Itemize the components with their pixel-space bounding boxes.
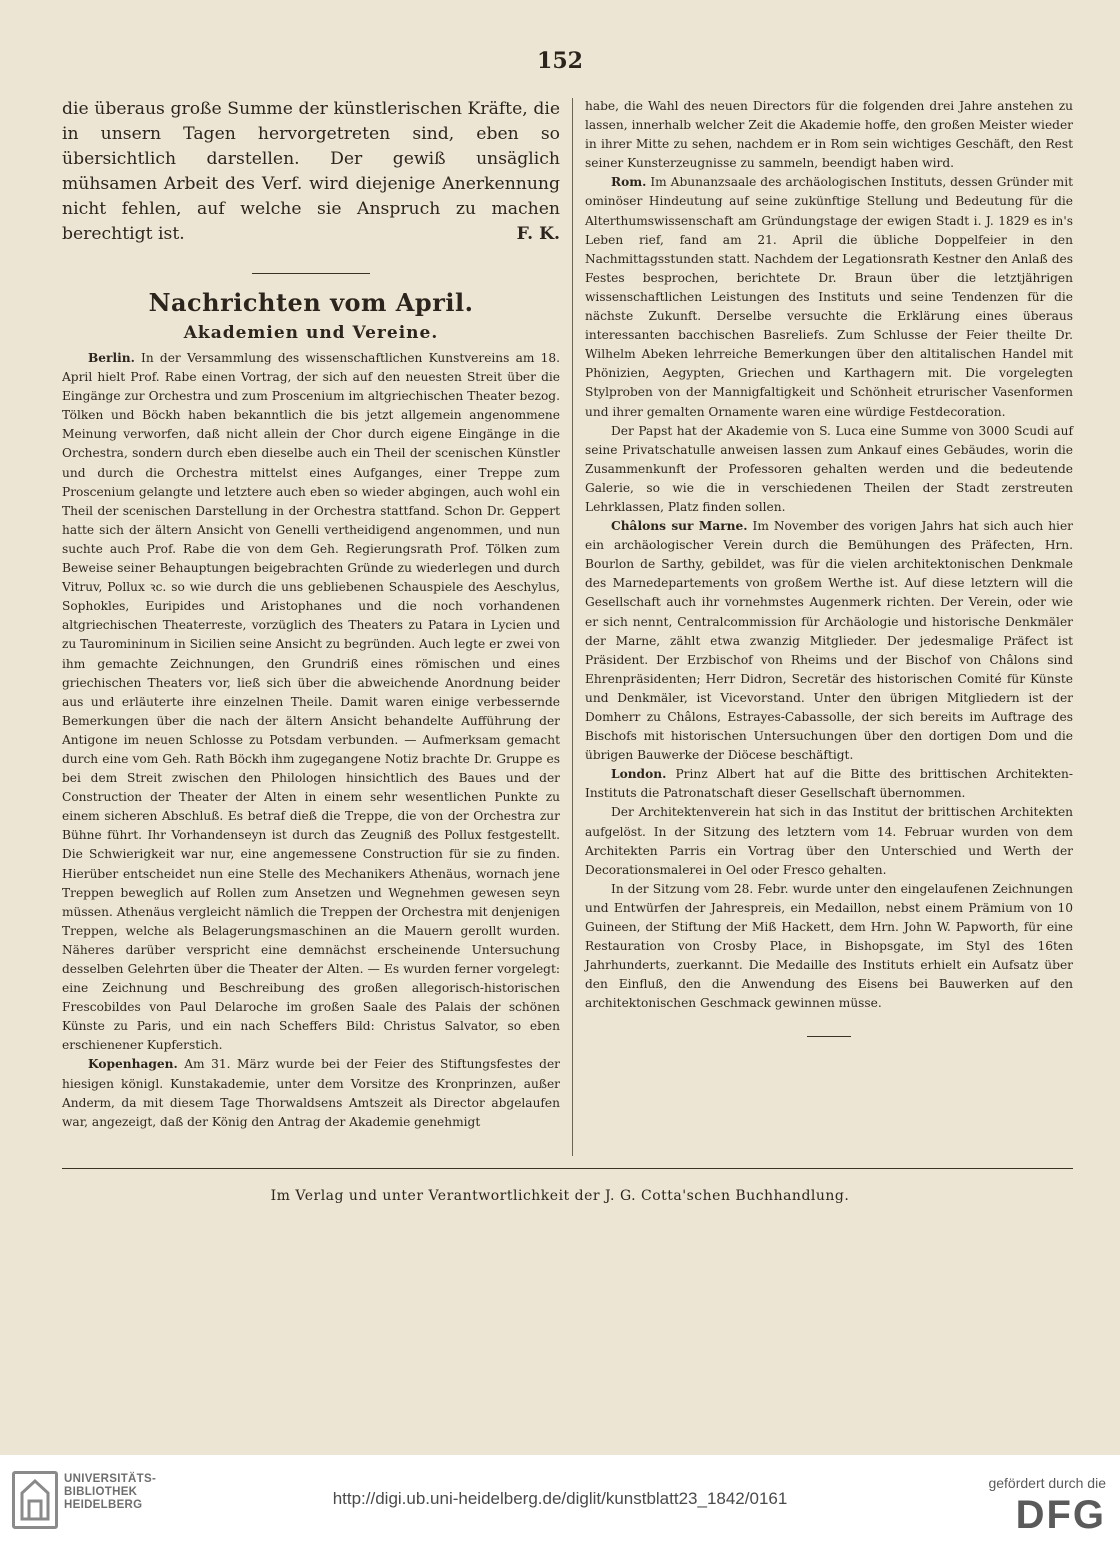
dfg-logo[interactable]: DFG bbox=[1015, 1493, 1106, 1537]
intro-paragraph bbox=[62, 97, 560, 247]
viewer-footer bbox=[0, 1455, 1120, 1547]
library-line-1: UNIVERSITÄTS- bbox=[64, 1473, 157, 1485]
section-rule bbox=[252, 273, 370, 274]
berlin-place: Berlin. bbox=[88, 351, 135, 365]
intro-signature: F. K. bbox=[516, 224, 560, 244]
berlin-paragraph bbox=[62, 349, 560, 1055]
sitzung-paragraph: In der Sitzung vom 28. Febr. wurde unter den eingelaufenen Zeichnungen und Entwürfen der Jahrespreis, ein Medaillon, nebst einem Prämium von 10 Guineen, der Stiftung der Miß Hackett, dem Hrn. John W. Papworth, für eine Restauration von Crosby Place, in Bishopsgate, im Styl des 16ten Jahrhunderts, zuerkannt. Die Medaille des Instituts erhielt ein Aufsatz über den Einfluß, den die Anwendung des Eisens bei Bauwerken auf den architektonischen Geschmack gewinnen müsse. bbox=[585, 881, 1073, 1011]
rom-place: Rom. bbox=[611, 175, 647, 190]
imprint-rule bbox=[62, 1168, 1073, 1169]
london-place: London. bbox=[611, 767, 667, 782]
chalons-text: Im November des vorigen Jahrs hat sich auch hier ein archäologischer Verein durch die Bemühungen des Präfecten, Hrn. Bourlon de Sarthy, gebildet, was für die vielen architektonischen Denkmale des Marnedepartements von großem Werthe ist. Auf diese letztern will die Gesellschaft auch ihr vornehmstes Augenmerk richten. Der Verein, oder wie er sich nennt, Centralcommission für Archäologie und historische Denkmäler der Marne, zählt etwa zwanzig Mitglieder. Der jedesmalige Präfect ist Präsident. Der Erzbischof von Rheims und der Bischof von Châlons sind Ehrenpräsidenten; Herr Didron, Secretär des historischen Comité für Künste und Denkmäler, ist Vicevorstand. Unter den übrigen Mitgliedern ist der Domherr zu Châlons, Estrayes-Cabassolle, der sich bereits im Auftrage des Bischofs mit historischen Untersuchungen über den dortigen Dom und die übrigen Bauwerke der Diöcese beschäftigt. bbox=[585, 519, 1073, 763]
library-line-2: BIBLIOTHEK bbox=[64, 1486, 138, 1498]
column-divider bbox=[572, 98, 573, 1156]
papst-paragraph: Der Papst hat der Akademie von S. Luca eine Summe von 3000 Scudi auf seine Privatschatulle anweisen lassen zum Ankauf eines Gebäudes, worin die Zusammenkunft der Professoren gehalten werden und die bedeutende Galerie, so wie die in verschiedenen Theilen der Stadt zerstreuten Lehrklassen, Platz finden sollen. bbox=[585, 423, 1073, 514]
kopenhagen-place: Kopenhagen. bbox=[88, 1057, 178, 1072]
continued-paragraph: habe, die Wahl des neuen Directors für die folgenden drei Jahre anstehen zu lassen, innerhalb welcher Zeit die Akademie hoffe, den großen Meister wieder in ihrer Mitte zu sehen, nachdem er in Rom sein wichtiges Geschäft, den Rest seiner Kunsterzeugnisse zu sammeln, beendigt haben wird. bbox=[585, 99, 1073, 171]
verein-paragraph: Der Architektenverein hat sich in das Institut der brittischen Architekten aufgelöst. In der Sitzung des letztern vom 14. Februar wurden von dem Architekten Parris ein Vortrag über den Unterschied und Werth der Decorationsmalerei in Oel oder Fresco gehalten. bbox=[585, 805, 1073, 877]
end-rule bbox=[807, 1036, 851, 1037]
imprint-line: Im Verlag und unter Verantwortlichkeit der J. G. Cotta'schen Buchhandlung. bbox=[270, 1188, 850, 1204]
section-heading: Nachrichten vom April. bbox=[148, 288, 474, 317]
right-column bbox=[585, 97, 1073, 1037]
chalons-place: Châlons sur Marne. bbox=[611, 519, 748, 534]
page-number: 152 bbox=[537, 48, 583, 74]
funded-by-label: gefördert durch die bbox=[988, 1475, 1106, 1491]
chalons-paragraph bbox=[585, 517, 1073, 765]
library-line-3: HEIDELBERG bbox=[64, 1499, 143, 1511]
london-paragraph bbox=[585, 765, 1073, 803]
london-text: Prinz Albert hat auf die Bitte des brittischen Architekten-Instituts die Patronatschaft dieser Gesellschaft übernommen. bbox=[585, 767, 1073, 801]
permalink-url[interactable]: http://digi.ub.uni-heidelberg.de/diglit/kunstblatt23_1842/0161 bbox=[332, 1489, 788, 1508]
section-subheading: Akademien und Vereine. bbox=[183, 323, 439, 343]
intro-text: die überaus große Summe der künstlerischen Kräfte, die in unsern Tagen hervorgetreten sind, eben so übersichtlich darstellen. Der gewiß unsäglich mühsamen Arbeit des Verf. wird diejenige Anerkennung nicht fehlen, auf welche sie Anspruch zu machen berechtigt ist. bbox=[62, 99, 560, 244]
kopenhagen-text: Am 31. März wurde bei der Feier des Stiftungsfestes der hiesigen königl. Kunstakademie, unter dem Vorsitze des Kronprinzen, außer Anderm, da mit diesem Tage Thorwaldsens Amtszeit als Director abgelaufen war, angezeigt, daß der König den Antrag der Akademie genehmigt bbox=[62, 1057, 561, 1129]
left-column bbox=[62, 97, 560, 1132]
kopenhagen-paragraph bbox=[62, 1055, 560, 1131]
rom-paragraph bbox=[585, 173, 1073, 421]
berlin-text: In der Versammlung des wissenschaftlichen Kunstvereins am 18. April hielt Prof. Rabe einen Vortrag, der sich auf den neuesten Streit über die Eingänge zur Orchestra und zum Proscenium im altgriechischen Theater bezog. Tölken und Böckh haben bekanntlich die bis jetzt allgemein angenommene Meinung verworfen, daß nicht allein der Chor durch eigene Eingänge in die Orchestra, sondern durch eben dieselbe auch ein Theil der scenischen Künstler und durch die Orchestra mittelst eines Aufganges, einer Treppe zum Proscenium gelangte und letztere auch eben so wieder abgingen, auch wohl ein Theil der scenischen Darstellung in der Orchestra stattfand. Schon Dr. Geppert hatte sich der ältern Ansicht von Genelli vertheidigend angenommen, und nun suchte auch Prof. Rabe die von dem Geh. Regierungsrath Prof. Tölken zum Beweise seiner Behauptungen beigebrachten Gründe zu wiederlegen und durch Vitruv, Pollux ꝛc. so wie durch die uns gebliebenen Schauspiele des Aeschylus, Sophokles, Euripides und Aristophanes und die noch vorhandenen altgriechischen Theaterreste, vorzüglich des Theaters zu Patara in Lycien und zu Tauromininum in Sicilien seine Ansicht zu begründen. Auch legte er zwei von ihm gemachte Zeichnungen, den Grundriß eines römischen und eines griechischen Theaters vor, ließ sich über die abweichende Anordnung beider aus und erläuterte ihre einzelnen Theile. Damit waren einige verbessernde Bemerkungen über die nach der ältern Ansicht behandelte Aufführung der Antigone im neuen Schlosse zu Potsdam verbunden. — Aufmerksam gemacht durch eine vom Geh. Rath Böckh ihm zugegangene Notiz brachte Dr. Gruppe es bei dem Streit zwischen den Philologen hinsichtlich des Baues und der Construction der Theater der Alten in einem sehr wesentlichen Punkte zu einem sicheren Abschluß. Es betraf dieß die Treppe, die von der Orchestra zur Bühne führt. Ihr Vorhandenseyn ist durch das Zeugniß des Pollux festgestellt. Die Schwierigkeit war nur, eine angemessene Construction für sie zu finden. Hierüber entscheidet nun eine Stelle des Mechanikers Athenäus, wornach jene Treppen beweglich auf Rollen zum Ansetzen und Wegnehmen gewesen seyn müssen. Athenäus vergleicht nämlich die Treppen der Orchestra mit denjenigen Treppen, welche als Belagerungsmaschinen an die Mauern gerollt wurden. Näheres darüber verspricht eine demnächst erscheinende Untersuchung desselben Gelehrten über die Theater der Alten. — Es wurden ferner vorgelegt: eine Zeichnung und Beschreibung des großen allegorisch-historischen Frescobildes von Paul Delaroche im großen Saale des Palais der schönen Künste zu Paris, und ein nach Scheffers Bild: Christus Salvator, so eben erschienener Kupferstich. bbox=[62, 351, 560, 1053]
rom-text: Im Abunanzsaale des archäologischen Instituts, dessen Gründer mit ominöser Hindeutung auf seine zukünftige Stellung und Bedeutung für die Alterthumswissenschaft am Gründungstage der ewigen Stadt i. J. 1829 es in's Leben rief, fand am 21. April die übliche Doppelfeier in den Nachmittagsstunden statt. Nachdem der Legationsrath Kestner den Anlaß des Festes besprochen, berichtete Dr. Braun über die letztjährigen wissenschaftlichen Leistungen des Instituts und seine Tendenzen für die nächste Zukunft. Derselbe versuchte die Erklärung eines überaus interessanten bacchischen Basreliefs. Zum Schlusse der Feier theilte Dr. Wilhelm Abeken lehrreiche Bemerkungen über den altitalischen Handel mit Phönizien, Aegypten, Griechen und Karthagern mit. Die vorgelegten Stylproben von der Mannigfaltigkeit und Schönheit etrurischer Vasenformen und ihrer gemalten Ornamente waren eine würdige Festdecoration. bbox=[585, 175, 1073, 419]
